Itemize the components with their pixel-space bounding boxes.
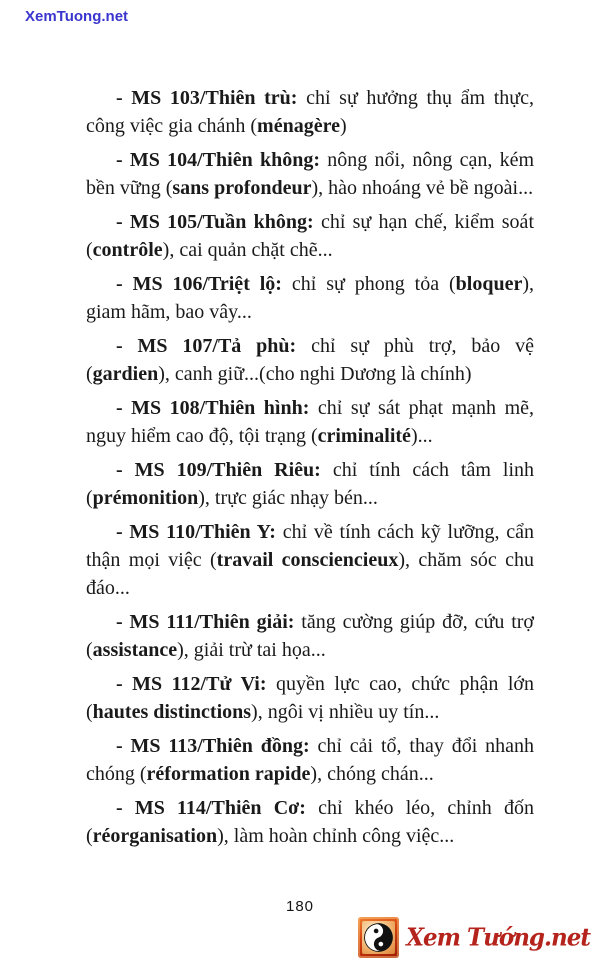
yin-yang-icon	[362, 921, 395, 954]
paragraph: - MS 107/Tả phù: chỉ sự phù trợ, bảo vệ (gardien), canh giữ...(cho nghi Dương là chính)	[86, 335, 534, 385]
page-body	[86, 84, 534, 856]
watermark-link[interactable]: XemTuong.net	[25, 8, 129, 25]
paragraph: - MS 112/Tử Vi: quyền lực cao, chức phận lớn (hautes distinctions), ngôi vị nhiều uy tín...	[86, 673, 534, 723]
paragraph: - MS 113/Thiên đồng: chỉ cải tổ, thay đổi nhanh chóng (réformation rapide), chóng chán...	[86, 735, 534, 785]
logo-box	[358, 917, 399, 958]
paragraph: - MS 104/Thiên không: nông nổi, nông cạn, kém bền vững (sans profondeur), hào nhoáng vẻ bề ngoài...	[86, 149, 535, 199]
paragraph: - MS 111/Thiên giải: tăng cường giúp đỡ, cứu trợ (assistance), giải trừ tai họa...	[86, 611, 534, 661]
paragraph: - MS 106/Triệt lộ: chỉ sự phong tỏa (bloquer), giam hãm, bao vây...	[86, 273, 534, 323]
paragraph: - MS 108/Thiên hình: chỉ sự sát phạt mạnh mẽ, nguy hiểm cao độ, tội trạng (criminalité)...	[86, 397, 535, 447]
paragraph: - MS 103/Thiên trù: chỉ sự hưởng thụ ẩm thực, công việc gia chánh (ménagère)	[86, 87, 534, 137]
paragraph: - MS 110/Thiên Y: chỉ về tính cách kỹ lưỡng, cẩn thận mọi việc (travail consciencieux), chăm sóc chu đáo...	[86, 521, 534, 599]
paragraph: - MS 109/Thiên Riêu: chỉ tính cách tâm linh (prémonition), trực giác nhạy bén...	[86, 459, 534, 509]
site-logo[interactable]	[358, 917, 590, 958]
page-number: 180	[285, 898, 315, 915]
paragraph: - MS 105/Tuần không: chỉ sự hạn chế, kiểm soát (contrôle), cai quản chặt chẽ...	[86, 211, 534, 261]
paragraph: - MS 114/Thiên Cơ: chỉ khéo léo, chỉnh đốn (réorganisation), làm hoàn chỉnh công việc...	[86, 797, 534, 847]
logo-text: Xem Tướng.net	[406, 923, 590, 952]
